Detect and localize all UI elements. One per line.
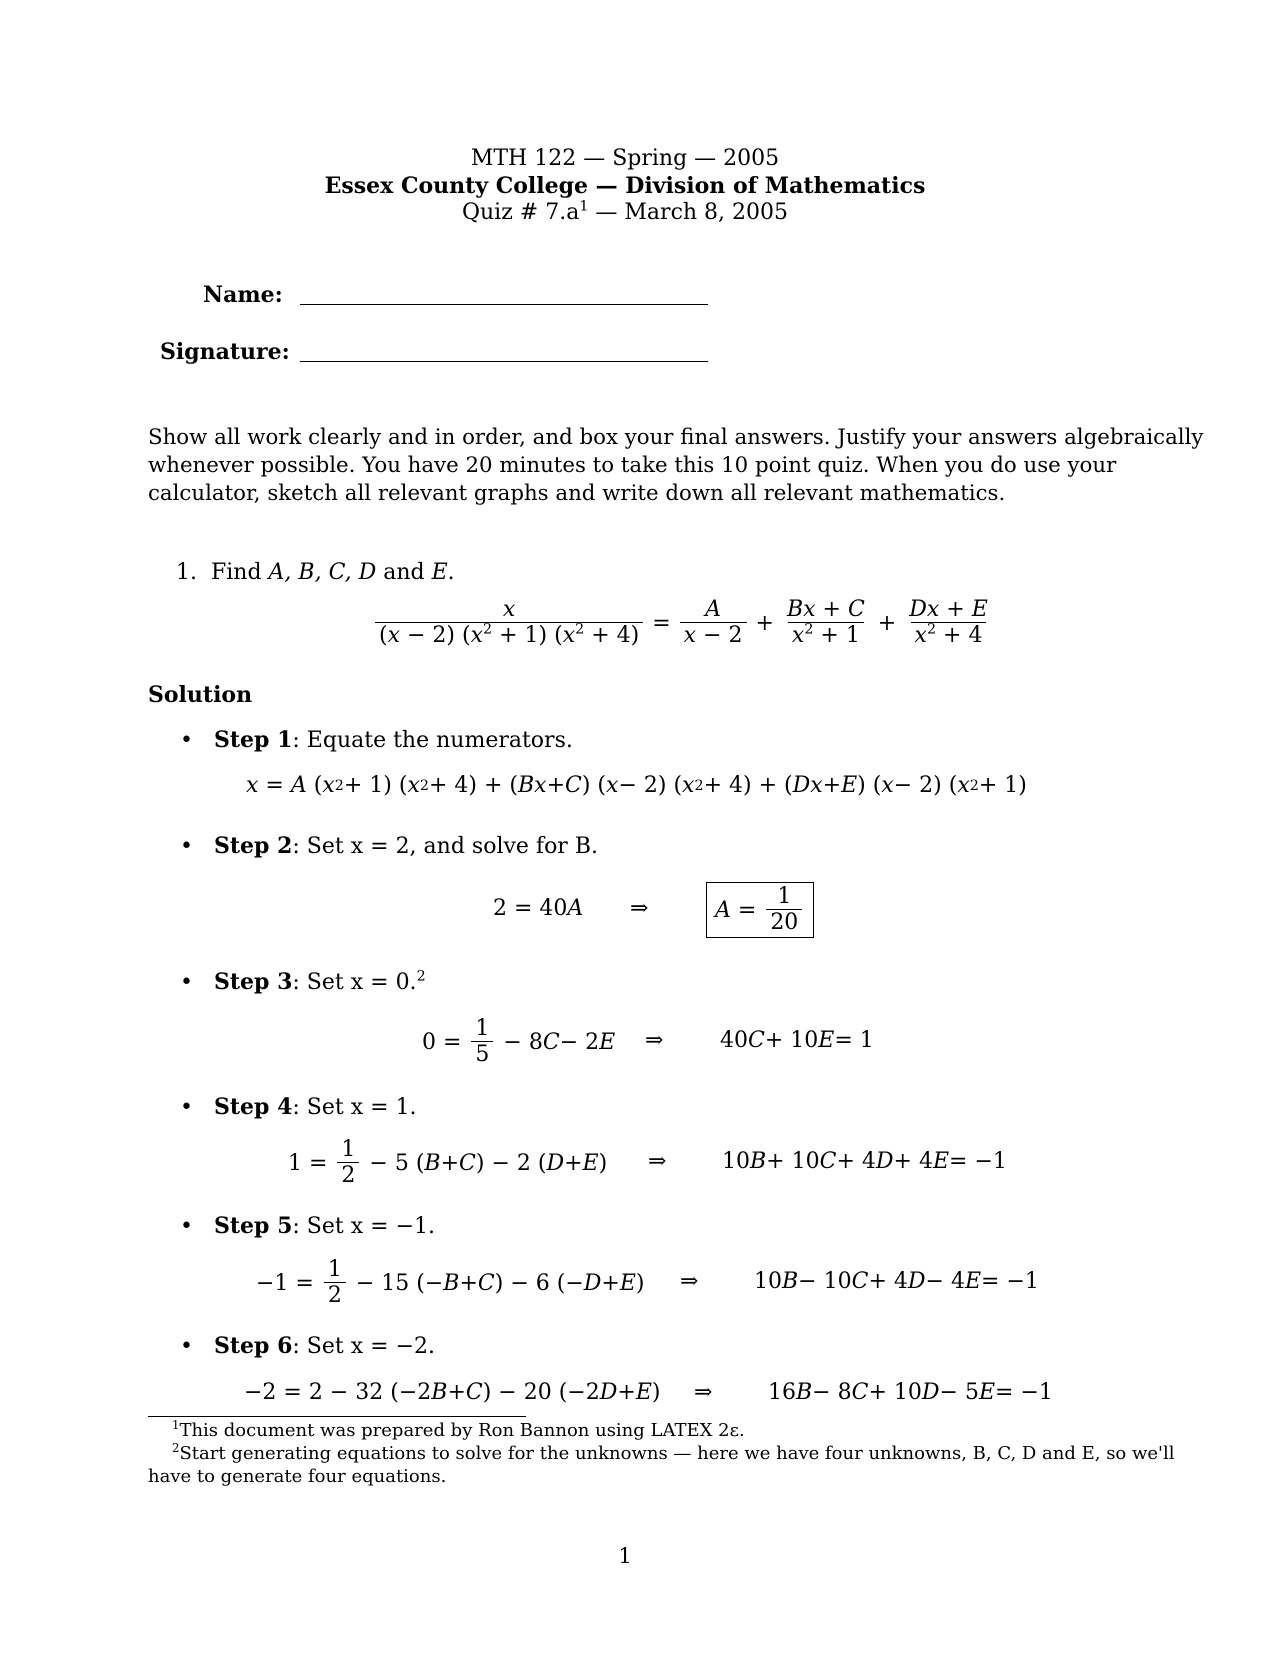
quiz-line — [0, 200, 1250, 225]
problem-and: and — [376, 560, 432, 585]
step-5-equation: −1 = $\frac{1}{2}$ − 15 (− B + C ) − 6 (− D + E ) — [256, 1257, 645, 1309]
step-2-result — [706, 882, 814, 938]
step-3: • Step 3: Set x = 0.$^2$ — [180, 968, 426, 995]
name-label: Name: — [203, 282, 283, 308]
implies-arrow: ⇒ — [680, 1269, 699, 1294]
course-line: MTH 122 — Spring — 2005 — [470, 146, 780, 171]
step-3-result: 40 C + 10 E = 1 — [720, 1028, 874, 1053]
step-6: • Step 6: Set x = −2. — [180, 1333, 435, 1359]
signature-label: Signature: — [160, 339, 290, 365]
footnote-mark: 1 — [172, 1418, 180, 1432]
footnote-1 — [172, 1420, 745, 1441]
step-4-result: 10 B + 10 C + 4 D + 4 E = −1 — [722, 1149, 1007, 1174]
step-5: • Step 5: Set x = −1. — [180, 1213, 435, 1239]
step-text: : Set x = −1. — [292, 1214, 435, 1239]
footnote-text: Start generating equations to solve for the unknowns — here we have four unknowns, B, C, D and E, so we'll — [179, 1443, 1175, 1464]
footnote-2 — [172, 1443, 1175, 1464]
step-label: Step 6 — [214, 1333, 293, 1359]
implies-arrow: ⇒ — [694, 1380, 713, 1405]
implies-arrow: ⇒ — [645, 1028, 664, 1053]
step-4-equation: 1 = $\frac{1}{2}$ − 5 ( B + C ) − 2 ( D + E ) — [288, 1137, 608, 1189]
problem-last-var: E — [431, 560, 448, 585]
step-text: : Equate the numerators. — [292, 728, 573, 753]
footnote-ref-2: 2 — [416, 968, 426, 985]
partial-fraction-equation: $\frac{x}{(x - 2) (x^2 + 1) (x^2 + 4)}$ = $\frac{A}{x - 2}$ + $\frac{Bx + C}{x^2 + 1}$ + $\frac{Dx + E}{x^2 + 4}$ — [372, 598, 995, 648]
term-a: $\frac{A}{x - 2}$ — [680, 598, 747, 648]
problem-text: Find — [211, 560, 269, 585]
quiz-title: Quiz # 7.a — [461, 200, 580, 225]
signature-field[interactable] — [300, 361, 708, 362]
implies-arrow: ⇒ — [630, 896, 649, 921]
problem-vars: A, B, C, D — [268, 560, 377, 585]
instructions-line: whenever possible. You have 20 minutes to take this 10 point quiz. When you do use your — [148, 453, 1117, 478]
quiz-date: — March 8, 2005 — [588, 200, 789, 225]
step-text: : Set x = −2. — [292, 1334, 435, 1359]
step-label: Step 5 — [214, 1213, 293, 1239]
footnote-rule — [148, 1416, 526, 1417]
step-3-equation: 0 = $\frac{1}{5}$ − 8 C − 2 E — [422, 1016, 616, 1068]
term-bc: $\frac{Bx + C}{x^2 + 1}$ — [786, 597, 865, 649]
instructions-line: calculator, sketch all relevant graphs and write down all relevant mathematics. — [148, 481, 1006, 506]
page-number: 1 — [618, 1544, 632, 1568]
lhs-fraction: $\frac{x}{(x - 2) (x^2 + 1) (x^2 + 4)}$ — [375, 598, 643, 648]
step-6-result: 16 B − 8 C + 10 D − 5 E = −1 — [768, 1380, 1053, 1405]
step-text: : Set x = 1. — [292, 1095, 417, 1120]
step-1-equation: x = A ( x 2 + 1) ( x 2 + 4) + ( Bx + C ) ( x − 2) ( x 2 + 4) + ( Dx + E ) ( x − 2) ( x 2 + 1) — [246, 773, 1027, 798]
step-2-equation: 2 = 40 A — [493, 896, 584, 921]
problem-period: . — [447, 560, 455, 585]
step-label: Step 3 — [214, 969, 293, 995]
footnote-mark: 2 — [172, 1441, 180, 1455]
boxed-answer: A = $\frac{1}{20}$ — [706, 882, 814, 938]
term-de: $\frac{Dx + E}{x^2 + 4}$ — [909, 597, 988, 649]
step-text: : Set x = 0. — [292, 970, 417, 995]
step-4: • Step 4: Set x = 1. — [180, 1094, 417, 1120]
implies-arrow: ⇒ — [648, 1149, 667, 1174]
instructions-line: Show all work clearly and in order, and box your final answers. Justify your answers algebraically — [148, 425, 1204, 450]
problem-statement — [176, 560, 455, 585]
problem-number: 1. — [176, 560, 197, 585]
footnote-text: This document was prepared by Ron Bannon using LATEX 2ε. — [179, 1420, 745, 1441]
solution-heading: Solution — [148, 682, 253, 708]
footnote-ref-1: 1 — [579, 198, 589, 215]
step-6-equation: −2 = 2 − 32 (−2 B + C ) − 20 (−2 D + E ) — [244, 1380, 661, 1405]
college-line: Essex County College — Division of Mathematics — [324, 173, 926, 199]
footnote-2-continued: have to generate four equations. — [148, 1466, 447, 1487]
step-5-result: 10 B − 10 C + 4 D − 4 E = −1 — [754, 1269, 1039, 1294]
step-label: Step 1 — [214, 727, 293, 753]
step-2: • Step 2: Set x = 2, and solve for B. — [180, 833, 598, 859]
step-label: Step 2 — [214, 833, 293, 859]
step-1: • Step 1: Equate the numerators. — [180, 727, 573, 753]
name-field[interactable] — [300, 304, 708, 305]
instructions — [148, 424, 1248, 508]
step-label: Step 4 — [214, 1094, 293, 1120]
step-text: : Set x = 2, and solve for B. — [292, 834, 598, 859]
